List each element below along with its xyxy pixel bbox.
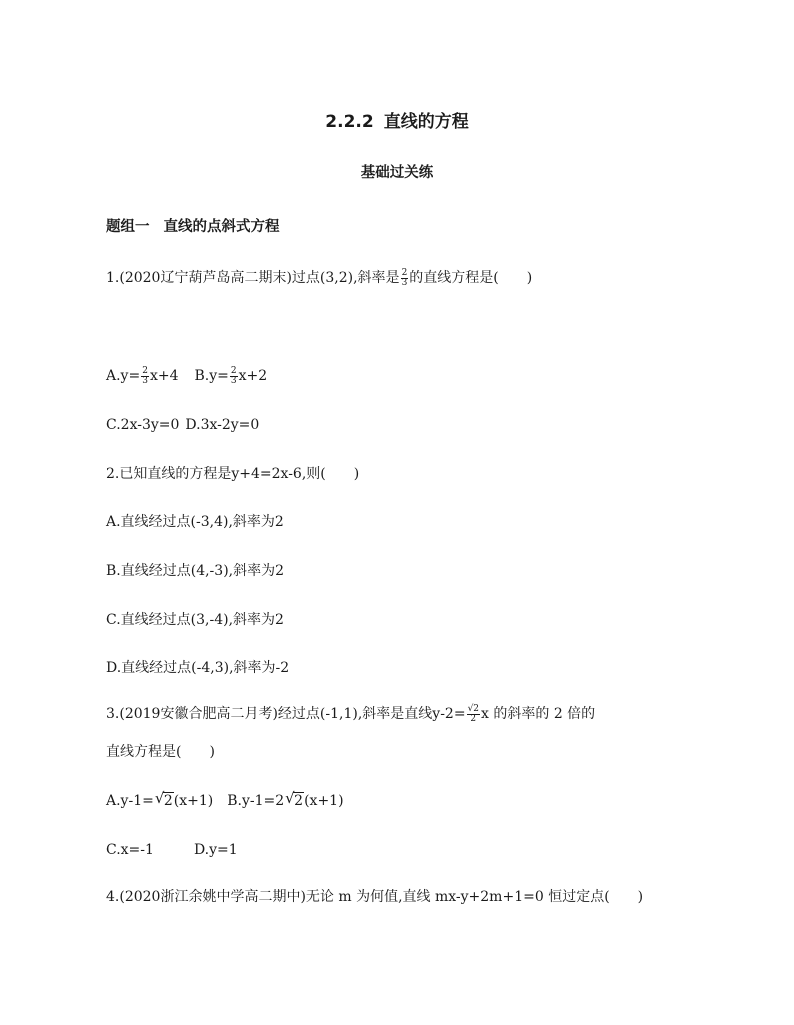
q3-option-b: B.y-1=2 √ 2(x+1) [227, 793, 343, 809]
q1-stem-text-b: 的直线方程是( [409, 270, 499, 286]
section-number: 2.2.2 [325, 112, 374, 132]
q3-option-c: C.x=-1 [106, 842, 154, 858]
q4-stem-text-a: 4.(2020浙江余姚中学高二期中)无论 m 为何值,直线 mx-y+2m+1=0 恒过定点( [106, 889, 610, 905]
q1-option-c: C.2x-3y=0 [106, 417, 180, 433]
q1-stem-text-a: 1.(2020辽宁葫芦岛高二期末)过点(3,2),斜率是 [106, 270, 400, 286]
question-1-options-ab [106, 365, 267, 387]
q3-slope-fraction: $\frac{√2}{2}$ [467, 703, 480, 724]
q1-option-d: D.3x-2y=0 [185, 417, 260, 433]
question-3-stem-line1 [106, 703, 595, 725]
q3-stem-line2-a: 直线方程是( [106, 744, 182, 760]
q1-stem-text-c: ) [526, 270, 533, 286]
q2-stem-text-a: 2.已知直线的方程是y+4=2x-6,则( [106, 466, 326, 482]
q2-option-a: A.直线经过点(-3,4),斜率为2 [106, 514, 284, 530]
group-name: 直线的点斜式方程 [163, 219, 280, 235]
q1-option-b: B.y= $\frac{2}{3}$ x+2 [194, 365, 268, 386]
q1-slope-fraction: $\frac{2}{3}$ [401, 267, 408, 288]
question-group-heading [106, 215, 280, 236]
sqrt-symbol: √ 2 [154, 789, 173, 809]
question-1-stem [106, 267, 532, 289]
q2-stem-text-b: ) [353, 466, 360, 482]
q1-option-a: A.y= $\frac{2}{3}$ x+4 [106, 365, 179, 386]
q3-stem-text-b: x 的斜率的 2 倍的 [481, 706, 596, 722]
q3-option-d: D.y=1 [193, 842, 238, 858]
question-3-options-cd [106, 839, 238, 861]
q3-stem-line2-b: ) [209, 744, 215, 760]
section-title [0, 107, 794, 132]
q2-option-c: C.直线经过点(3,-4),斜率为2 [106, 612, 284, 628]
q3-stem-text-a: 3.(2019安徽合肥高二月考)经过点(-1,1),斜率是直线y-2= [106, 706, 466, 722]
section-title-text: 直线的方程 [383, 112, 469, 132]
question-2-stem [106, 463, 359, 485]
q2-option-b: B.直线经过点(4,-3),斜率为2 [106, 563, 285, 579]
q2-option-d: D.直线经过点(-4,3),斜率为-2 [106, 660, 290, 676]
question-3-stem-line2 [106, 741, 215, 763]
q3-option-a: A.y-1= √ 2(x+1) [106, 793, 213, 809]
q4-stem-text-b: ) [637, 889, 644, 905]
group-label: 题组一 [106, 219, 150, 235]
sqrt-symbol: √ 2 [285, 789, 304, 809]
question-3-options-ab [106, 790, 344, 812]
question-1-options-cd [106, 414, 259, 436]
section-subtitle: 基础过关练 [360, 165, 434, 181]
question-4-stem [106, 886, 643, 908]
